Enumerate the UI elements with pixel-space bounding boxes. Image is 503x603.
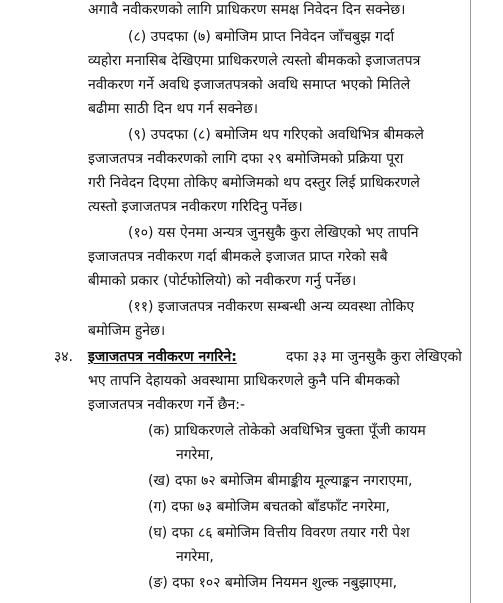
subsection-8-line-2: व्यहोरा मनासिब देखिएमा प्राधिकरणले त्यस्तो बीमकको इजाजतपत्र [88,53,421,69]
clause-gha-line-1: (घ) दफा ८६ बमोजिम वित्तीय विवरण तयार गरी पेश [148,525,410,541]
clause-kha: (ख) दफा ७२ बमोजिम बीमाङ्कीय मूल्याङ्कन नगराएमा, [148,473,413,489]
subsection-10-line-1: (१०) यस ऐनमा अन्यत्र जुनसुकै कुरा लेखिएको भए तापनि [128,225,419,241]
section-34-line-1: दफा ३३ मा जुनसुकै कुरा लेखिएको [286,349,462,365]
clause-ka-line-1: (क) प्राधिकरणले तोकेको अवधिभित्र चुक्ता पूँजी कायम [148,423,426,439]
subsection-8-line-4: बढीमा साठी दिन थप गर्न सक्नेछ। [88,101,259,117]
section-34-number: ३४. [54,349,74,365]
page-margin-rule [470,0,471,603]
section-34-line-2: भए तापनि देहायको अवस्थामा प्राधिकरणले कुनै पनि बीमकको [88,373,400,389]
subsection-8-line-1: (८) उपदफा (७) बमोजिम प्राप्त निवेदन जाँचबुझ गर्दा [128,29,395,45]
section-34-heading: इजाजतपत्र नवीकरण नगरिने: [88,349,237,365]
subsection-11-line-1: (११) इजाजतपत्र नवीकरण सम्बन्धी अन्य व्यवस्था तोकिए [128,299,415,315]
clause-gha-line-2: नगरेमा, [176,549,214,565]
clause-ka-line-2: नगरेमा, [176,447,214,463]
clause-nga: (ङ) दफा १०२ बमोजिम नियमन शुल्क नबुझाएमा, [148,575,398,591]
subsection-9-line-3: गरी निवेदन दिएमा तोकिए बमोजिमको थप दस्तुर लिई प्राधिकरणले [88,175,420,191]
subsection-10-line-2: इजाजतपत्र नवीकरण गर्दा बीमकले इजाजत प्राप्त गरेको सबै [88,249,388,265]
subsection-8-line-3: नवीकरण गर्ने अवधि इजाजतपत्रको अवधि समाप्त भएको मितिले [88,77,411,93]
subsection-9-line-1: (९) उपदफा (८) बमोजिम थप गरिएको अवधिभित्र बीमकले [128,127,424,143]
subsection-9-line-2: इजाजतपत्र नवीकरणको लागि दफा २९ बमोजिमको प्रक्रिया पूरा [88,151,404,167]
subsection-9-line-4: त्यस्तो इजाजतपत्र नवीकरण गरिदिनु पर्नेछ। [88,199,303,215]
subsection-10-line-3: बीमाको प्रकार (पोर्टफोलियो) को नवीकरण गर्नु पर्नेछ। [88,273,357,289]
section-34-line-3: इजाजतपत्र नवीकरण गर्ने छैन:- [88,397,246,413]
fragment-line: अगावै नवीकरणको लागि प्राधिकरण समक्ष निवेदन दिन सक्नेछ। [88,2,406,18]
subsection-11-line-2: बमोजिम हुनेछ। [88,323,166,339]
clause-ga: (ग) दफा ७३ बमोजिम बचतको बाँडफाँट नगरेमा, [148,499,390,515]
